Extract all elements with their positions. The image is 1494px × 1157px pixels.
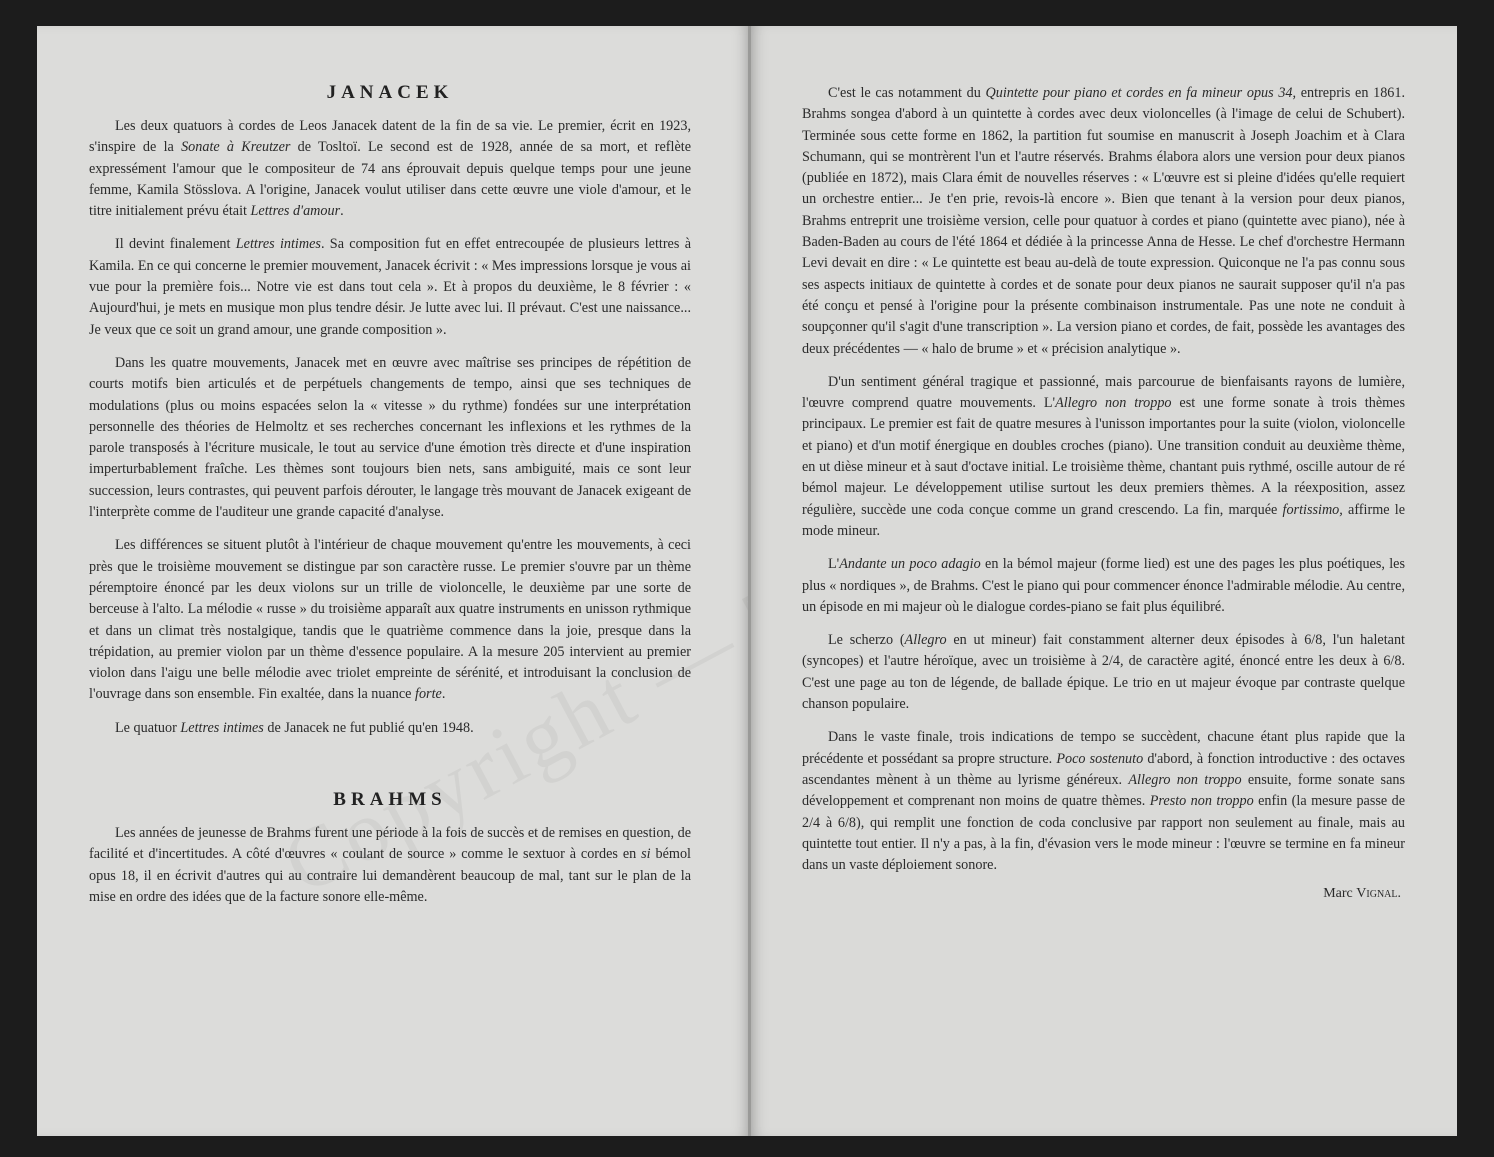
author-signature: Marc Vignal. bbox=[1323, 886, 1401, 902]
brahms-heading: BRAHMS bbox=[333, 789, 447, 811]
janacek-paragraph-1: Les deux quatuors à cordes de Leos Janacek datent de la fin de sa vie. Le premier, écrit en 1923, s'inspire de la Sonate à Kreutzer de Tosltoï. Le second est de 1928, année de sa mort, et reflète expressément l'amour que le compositeur de 74 ans éprouvait depuis quelque temps pour une jeune femme, Kamila Stösslova. A l'origine, Janacek voulut utiliser dans cette œuvre une viole d'amour, et le titre initialement prévu était Lettres d'amour. bbox=[89, 118, 691, 220]
janacek-paragraph-2: Il devint finalement Lettres intimes. Sa composition fut en effet entrecoupée de plusieurs lettres à Kamila. En ce qui concerne le premier mouvement, Janacek écrivit : « Mes impressions lorsque je vous ai vue pour la première fois... Notre vie est dans tout cela ». Et à propos du deuxième, le 8 février : « Aujourd'hui, je mets en musique mon plus tendre désir. Je lutte avec lui. Il prévaut. C'est une naissance... Je veux que ce soit un grand amour, une grande composition ». bbox=[89, 236, 691, 338]
left-column bbox=[89, 82, 691, 908]
quintette-paragraph-2: D'un sentiment général tragique et passionné, mais parcourue de bienfaisants rayons de lumière, l'œuvre comprend quatre mouvements. L'Allegro non troppo est une forme sonate à trois thèmes principaux. Le premier est fait de quatre mesures à l'unisson importantes pour la suite (violon, violoncelle et piano) et d'un motif énergique en doubles croches (piano). Une transition conduit au deuxième thème, en ut dièse mineur et à saut d'octave initial. Le troisième thème, chantant puis rythmé, oscille autour de ré bémol majeur. Le développement utilise surtout les deux premiers thèmes. A la réexposition, assez régulière, succède une coda conçue comme un grand crescendo. La fin, marquée fortissimo, affirme le mode mineur. bbox=[802, 373, 1405, 539]
janacek-paragraph-3: Dans les quatre mouvements, Janacek met en œuvre avec maîtrise ses principes de répétition de courts motifs bien articulés et de perpétuels changements de tempo, ainsi que ses techniques de modulations (plus ou moins espacées selon la « vitesse » du rythme) fondées sur une interprétation personnelle des théories de Helmoltz et ses recherches concernant les inflexions et les rythmes de la parole transposés à l'écriture musicale, le tout au service d'une émotion très directe et d'une inspiration imperturbablement fraîche. Les thèmes sont toujours bien nets, sans ambiguité, mais ce sont leur succession, leurs contrastes, qui peuvent parfois dérouter, le langage très mouvant de Janacek exigeant de l'interprète comme de l'auditeur une grande capacité d'analyse. bbox=[89, 354, 691, 521]
brahms-paragraph-1: Les années de jeunesse de Brahms furent une période à la fois de succès et de remises en question, de facilité et d'incertitudes. A côté d'œuvres « coulant de source » comme le sextuor à cordes en si bémol opus 18, il en écrivit d'autres qui au contraire lui demandèrent beaucoup de mal, tant sur le plan de la mise en ordre des idées que de la facture sonore elle-même. bbox=[89, 825, 691, 905]
quintette-paragraph-3: L'Andante un poco adagio en la bémol majeur (forme lied) est une des pages les plus poétiques, les plus « nordiques », de Brahms. C'est le piano qui pour commencer énonce l'admirable mélodie. Au centre, un épisode en mi majeur où le dialogue cordes-piano se fait plus équilibré. bbox=[802, 556, 1405, 615]
right-page bbox=[751, 26, 1457, 1136]
quintette-paragraph-5: Dans le vaste finale, trois indications de tempo se succèdent, chacune étant plus rapide que la précédente et possédant sa propre structure. Poco sostenuto d'abord, à fonction introductive : des octaves ascendantes mènent à un thème au lyrisme généreux. Allegro non troppo ensuite, forme sonate sans développement et comprenant non moins de quatre thèmes. Presto non troppo enfin (la mesure passe de 2/4 à 6/8), qui remplit une fonction de coda conclusive par rapport non seulement au finale, mais au quintette tout entier. Il n'y a pas, à la fin, d'évasion vers le mode mineur : l'œuvre se termine en fa mineur dans un vaste déploiement sonore. bbox=[802, 729, 1406, 874]
janacek-paragraph-4: Les différences se situent plutôt à l'intérieur de chaque mouvement qu'entre les mouvements, à ceci près que le troisième mouvement se distingue par son caractère russe. Le premier s'ouvre par un thème péremptoire énoncé par les deux violons sur un trille de violoncelle, le deuxième par une sorte de berceuse à l'alto. La mélodie « russe » du troisième apparaît aux quatre instruments en unisson rythmique et dans un climat très nostalgique, tandis que le quatrième commence dans la joie, presque dans la trépidation, au premier violon par un thème d'essence populaire. A la mesure 205 intervient au premier violon dans l'aigu une belle mélodie avec triolet empreinte de sérénité, et introduisant la conclusion de l'ouvrage dans son ensemble. Fin exaltée, dans la nuance forte. bbox=[89, 537, 691, 703]
janacek-paragraph-5: Le quatuor Lettres intimes de Janacek ne fut publié qu'en 1948. bbox=[115, 719, 474, 736]
right-column bbox=[802, 83, 1405, 902]
quintette-paragraph-1: C'est le cas notamment du Quintette pour piano et cordes en fa mineur opus 34, entrepris en 1861. Brahms songea d'abord à un quintette à cordes avec deux violoncelles (à l'image de celui de Schubert). Terminée sous cette forme en 1862, la partition fut soumise en manuscrit à Joseph Joachim et à Clara Schumann, qui se montrèrent l'un et l'autre réservés. Brahms élabora alors une version pour deux pianos (publiée en 1872), mais Clara émit de nouvelles réserves : « L'œuvre est si pleine d'idées qu'elle requiert un orchestre entier... Je t'en prie, revois-là encore ». Bien que tenant à la version pour deux pianos, Brahms entreprit une troisième version, celle pour quatuor à cordes et piano (quintette avec piano), née à Baden-Baden au cours de l'été 1864 et dédiée à la princesse Anna de Hesse. Le chef d'orchestre Hermann Levi devait en dire : « Le quintette est beau au-delà de toute expression. Quiconque ne l'a pas connu sous ses aspects initiaux de quintette à cordes et de sonate pour deux pianos ne saurait supposer qu'il n'a pas été conçu et pensé à l'origine pour la présente combinaison instrumentale. Pas une note ne conduit à soupçonner qu'il s'agit d'une transcription ». La version piano et cordes, de fait, possède les avantages des deux précédentes — « halo de brume » et « précision analytique ». bbox=[802, 85, 1406, 357]
left-page bbox=[37, 26, 749, 1136]
janacek-heading: JANACEK bbox=[326, 82, 454, 103]
quintette-paragraph-4: Le scherzo (Allegro en ut mineur) fait constamment alterner deux épisodes à 6/8, l'un haletant (syncopes) et l'autre héroïque, avec un troisième à 2/4, de caractère agité, énoncé entre les deux à 6/8. C'est une page au ton de légende, de ballade épique. Le trio en ut majeur évoque par contraste quelque chanson populaire. bbox=[802, 632, 1405, 713]
